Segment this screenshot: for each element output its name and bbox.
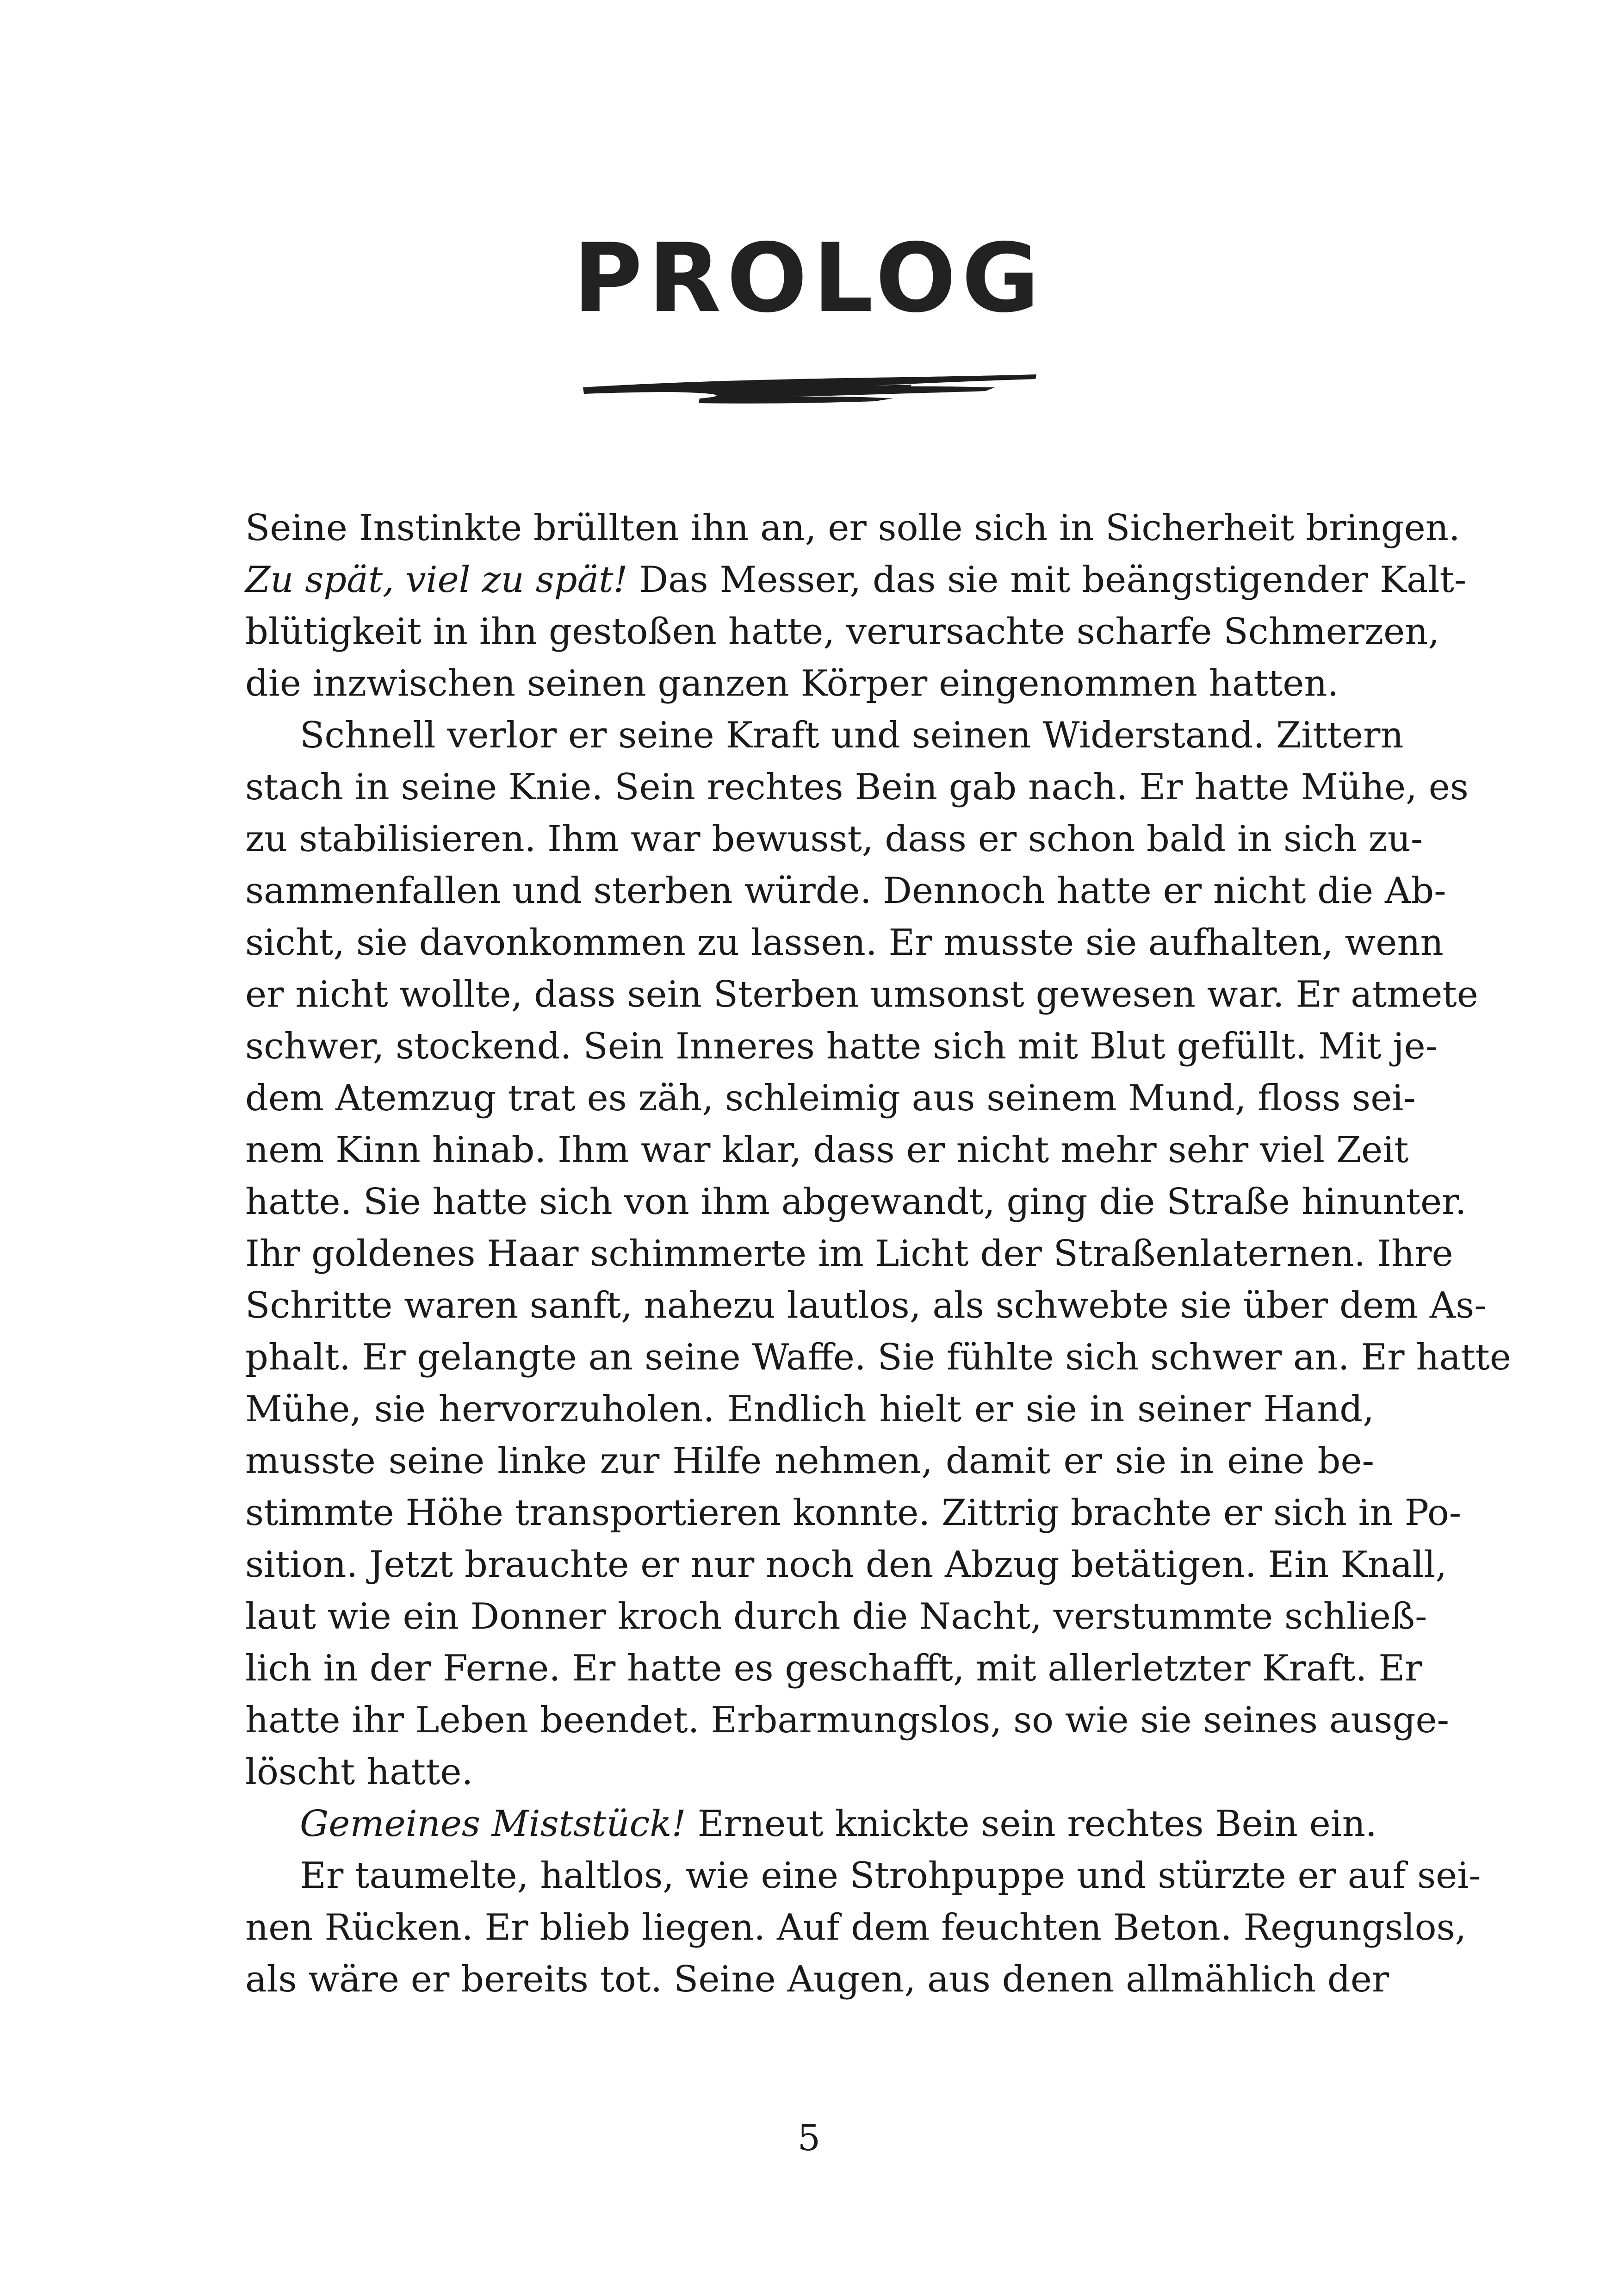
text-line: phalt. Er gelangte an seine Waffe. Sie fühlte sich schwer an. Er hatte [245,1337,1511,1378]
text-line: Er taumelte, haltlos, wie eine Strohpuppe und stürzte er auf sei- [300,1855,1481,1897]
text-line: lich in der Ferne. Er hatte es geschafft, mit allerletzter Kraft. Er [245,1648,1422,1689]
text-line: sammenfallen und sterben würde. Dennoch hatte er nicht die Ab- [245,870,1446,912]
text-line: stimmte Höhe transportieren konnte. Zittrig brachte er sich in Po- [245,1492,1462,1534]
text-line: hatte ihr Leben beendet. Erbarmungslos, so wie sie seines ausge- [245,1699,1450,1741]
text-line: die inzwischen seinen ganzen Körper eingenommen hatten. [245,663,1339,704]
text-line: blütigkeit in ihn gestoßen hatte, verursachte scharfe Schmerzen, [245,611,1440,653]
text-line: dem Atemzug trat es zäh, schleimig aus seinem Mund, floss sei- [245,1077,1416,1119]
text-line: löscht hatte. [245,1751,473,1793]
text-line: Zu spät, viel zu spät! Das Messer, das sie mit beängstigender Kalt- [245,559,1467,601]
text-line: Mühe, sie hervorzuholen. Endlich hielt er sie in seiner Hand, [245,1388,1374,1430]
text-line: nem Kinn hinab. Ihm war klar, dass er nicht mehr sehr viel Zeit [245,1129,1409,1171]
text-line: zu stabilisieren. Ihm war bewusst, dass er schon bald in sich zu- [245,818,1423,860]
text-line: hatte. Sie hatte sich von ihm abgewandt, ging die Straße hinunter. [245,1181,1467,1223]
text-line: nen Rücken. Er blieb liegen. Auf dem feuchten Beton. Regungslos, [245,1907,1467,1948]
italic-thought: Zu spät, viel zu spät! [245,559,628,601]
page-number: 5 [797,2117,821,2159]
text-line: laut wie ein Donner kroch durch die Nacht, verstummte schließ- [245,1596,1427,1637]
text-line: musste seine linke zur Hilfe nehmen, damit er sie in eine be- [245,1440,1374,1482]
prologue-body-text [245,502,1511,2005]
brush-stroke-underline [578,359,1041,414]
text-line: Schritte waren sanft, nahezu lautlos, als schwebte sie über dem As- [245,1285,1487,1326]
text-line: Seine Instinkte brüllten ihn an, er solle sich in Sicherheit bringen. [245,507,1460,549]
text-line: schwer, stockend. Sein Inneres hatte sich mit Blut gefüllt. Mit je- [245,1026,1438,1067]
text-line: Gemeines Miststück! Erneut knickte sein rechtes Bein ein. [300,1803,1377,1845]
chapter-title: PROLOG [573,224,1045,334]
text-line: stach in seine Knie. Sein rechtes Bein gab nach. Er hatte Mühe, es [245,766,1469,808]
text-line: sicht, sie davonkommen zu lassen. Er musste sie aufhalten, wenn [245,922,1444,964]
text-line: sition. Jetzt brauchte er nur noch den Abzug betätigen. Ein Knall, [245,1544,1447,1586]
italic-thought: Gemeines Miststück! [300,1803,686,1845]
text-line: Schnell verlor er seine Kraft und seinen Widerstand. Zittern [300,715,1404,756]
text-line: Ihr goldenes Haar schimmerte im Licht der Straßenlaternen. Ihre [245,1233,1453,1275]
text-line: als wäre er bereits tot. Seine Augen, aus denen allmählich der [245,1959,1389,2000]
text-line: er nicht wollte, dass sein Sterben umsonst gewesen war. Er atmete [245,974,1478,1015]
